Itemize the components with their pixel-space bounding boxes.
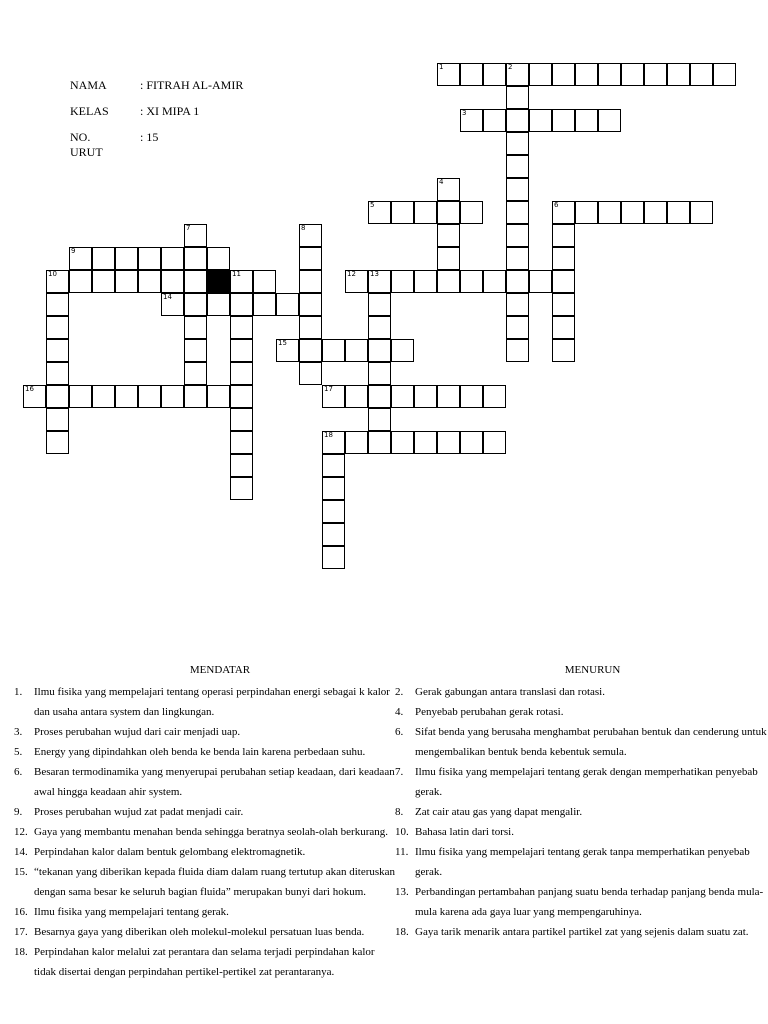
clue-number: 4. [395, 706, 404, 718]
clue-text: Ilmu fisika yang mempelajari tentang gerak. [34, 906, 229, 918]
clue-number: 7. [395, 766, 404, 778]
crossword-cell[interactable] [460, 201, 483, 224]
down-clue [395, 922, 768, 942]
crossword-cell[interactable] [345, 431, 368, 454]
cell-number: 14 [163, 293, 172, 301]
crossword-cell[interactable] [115, 270, 138, 293]
crossword-cell[interactable] [506, 86, 529, 109]
crossword-cell[interactable] [46, 362, 69, 385]
clue-text: Perpindahan kalor melalui zat perantara dan selama terjadi perpindahan kalor tidak disertai dengan perpindahan pertikel-pertikel zat perantaranya. [34, 946, 375, 978]
crossword-cell[interactable] [667, 201, 690, 224]
crossword-cell[interactable] [92, 270, 115, 293]
crossword-cell[interactable] [230, 339, 253, 362]
clue-number: 8. [395, 806, 404, 818]
crossword-cell[interactable] [184, 362, 207, 385]
crossword-cell[interactable] [299, 316, 322, 339]
crossword-cell[interactable] [506, 270, 529, 293]
crossword-cell[interactable] [575, 109, 598, 132]
crossword-cell[interactable] [506, 155, 529, 178]
cell-number: 5 [370, 201, 375, 209]
crossword-cell[interactable] [414, 201, 437, 224]
crossword-cell[interactable] [230, 431, 253, 454]
crossword-cell[interactable] [460, 109, 483, 132]
crossword-cell[interactable] [552, 247, 575, 270]
crossword-cell[interactable] [621, 63, 644, 86]
crossword-cell[interactable] [299, 224, 322, 247]
crossword-cell[interactable] [230, 385, 253, 408]
crossword-cell[interactable] [368, 385, 391, 408]
down-clue [395, 802, 768, 822]
urut-value: : 15 [140, 130, 159, 144]
crossword-cell[interactable] [230, 362, 253, 385]
crossword-cell[interactable] [552, 270, 575, 293]
crossword-cell[interactable] [184, 339, 207, 362]
clue-text: Proses perubahan wujud dari cair menjadi uap. [34, 726, 241, 738]
crossword-cell[interactable] [69, 270, 92, 293]
clue-number: 6. [395, 726, 404, 738]
clue-text: Gaya tarik menarik antara partikel partikel zat yang sejenis dalam suatu zat. [415, 926, 749, 938]
clue-number: 3. [14, 726, 23, 738]
kelas-label: KELAS [70, 104, 109, 118]
down-clue [395, 702, 768, 722]
across-clue [14, 722, 396, 742]
across-clue [14, 802, 396, 822]
clue-number: 6. [14, 766, 23, 778]
clue-text: Energy yang dipindahkan oleh benda ke benda lain karena perbedaan suhu. [34, 746, 366, 758]
clue-text: Besarnya gaya yang diberikan oleh molekul-molekul persatuan luas benda. [34, 926, 365, 938]
clue-text: Gaya yang membantu menahan benda sehingga beratnya seolah-olah berkurang. [34, 826, 389, 838]
crossword-cell[interactable] [552, 224, 575, 247]
crossword-cell[interactable] [184, 316, 207, 339]
crossword-cell[interactable] [506, 339, 529, 362]
crossword-cell[interactable] [391, 339, 414, 362]
cell-number: 17 [324, 385, 333, 393]
crossword-cell[interactable] [552, 63, 575, 86]
crossword-cell[interactable] [322, 431, 345, 454]
crossword-cell[interactable] [46, 316, 69, 339]
crossword-cell[interactable] [345, 270, 368, 293]
nama-label: NAMA [70, 78, 107, 92]
crossword-cell[interactable] [276, 293, 299, 316]
crossword-cell[interactable] [322, 385, 345, 408]
crossword-cell[interactable] [368, 339, 391, 362]
crossword-cell[interactable] [138, 247, 161, 270]
crossword-cell[interactable] [483, 385, 506, 408]
crossword-cell[interactable] [437, 201, 460, 224]
clue-text: Penyebab perubahan gerak rotasi. [415, 706, 564, 718]
clue-number: 18. [395, 926, 409, 938]
crossword-cell[interactable] [391, 385, 414, 408]
cell-number: 11 [232, 270, 241, 278]
crossword-cell[interactable] [322, 500, 345, 523]
crossword-cell[interactable] [644, 201, 667, 224]
crossword-cell[interactable] [460, 431, 483, 454]
crossword-cell[interactable] [598, 201, 621, 224]
clue-text: Ilmu fisika yang mempelajari tentang operasi perpindahan energi sebagai k kalor dan usaha antara system dan lingkungan. [34, 686, 390, 718]
crossword-cell[interactable] [391, 270, 414, 293]
crossword-cell[interactable] [506, 247, 529, 270]
crossword-cell[interactable] [138, 385, 161, 408]
crossword-cell[interactable] [575, 201, 598, 224]
crossword-cell[interactable] [506, 63, 529, 86]
crossword-cell[interactable] [437, 431, 460, 454]
across-clue [14, 822, 396, 842]
crossword-cell[interactable] [690, 201, 713, 224]
crossword-cell[interactable] [598, 109, 621, 132]
clue-text: “tekanan yang diberikan kepada fluida diam dalam ruang tertutup akan diteruskan dengan sama besar ke seluruh bagian fluida” merupakan bunyi dari hokum. [34, 866, 396, 898]
crossword-cell[interactable] [46, 385, 69, 408]
clue-text: Bahasa latin dari torsi. [415, 826, 514, 838]
crossword-cell[interactable] [46, 293, 69, 316]
across-clues [14, 660, 396, 982]
crossword-cell[interactable] [437, 385, 460, 408]
crossword-cell[interactable] [230, 293, 253, 316]
down-clue [395, 882, 768, 922]
clue-text: Proses perubahan wujud zat padat menjadi cair. [34, 806, 244, 818]
crossword-cell[interactable] [299, 247, 322, 270]
clue-number: 11. [395, 846, 409, 858]
crossword-cell[interactable] [552, 339, 575, 362]
crossword-cell[interactable] [184, 293, 207, 316]
down-list [395, 682, 768, 942]
clue-text: Ilmu fisika yang mempelajari tentang gerak tanpa memperhatikan penyebab gerak. [415, 846, 750, 878]
clue-text: Perbandingan pertambahan panjang suatu benda terhadap panjang benda mula-mula karena ada gaya luar yang mempengaruhinya. [415, 886, 764, 918]
crossword-cell[interactable] [506, 201, 529, 224]
cell-number: 8 [301, 224, 306, 232]
cell-number: 10 [48, 270, 57, 278]
cell-number: 1 [439, 63, 444, 71]
crossword-cell[interactable] [552, 201, 575, 224]
crossword-cell[interactable] [368, 431, 391, 454]
crossword-cell[interactable] [391, 431, 414, 454]
crossword-cell[interactable] [92, 385, 115, 408]
across-clue [14, 922, 396, 942]
clue-text: Sifat benda yang berusaha menghambat perubahan bentuk dan cenderung untuk mengembalikan bentuk benda kebentuk semula. [415, 726, 767, 758]
crossword-cell[interactable] [506, 109, 529, 132]
crossword-cell[interactable] [161, 270, 184, 293]
crossword-cell[interactable] [483, 270, 506, 293]
crossword-cell[interactable] [184, 385, 207, 408]
clue-text: Gerak gabungan antara translasi dan rotasi. [415, 686, 605, 698]
down-clue [395, 842, 768, 882]
crossword-cell[interactable] [92, 247, 115, 270]
crossword-cell[interactable] [713, 63, 736, 86]
across-clue [14, 942, 396, 982]
clue-text: Perpindahan kalor dalam bentuk gelombang elektromagnetik. [34, 846, 306, 858]
crossword-cell[interactable] [483, 431, 506, 454]
crossword-cell[interactable] [414, 431, 437, 454]
crossword-cell[interactable] [322, 339, 345, 362]
down-clue [395, 822, 768, 842]
crossword-cell[interactable] [322, 523, 345, 546]
clue-number: 14. [14, 846, 28, 858]
crossword-cell[interactable] [529, 109, 552, 132]
clue-text: Zat cair atau gas yang dapat mengalir. [415, 806, 583, 818]
cell-number: 9 [71, 247, 76, 255]
crossword-cell[interactable] [230, 316, 253, 339]
crossword-cell[interactable] [299, 293, 322, 316]
crossword-cell[interactable] [437, 224, 460, 247]
cell-number: 6 [554, 201, 559, 209]
crossword-cell[interactable] [46, 270, 69, 293]
crossword-cell[interactable] [253, 293, 276, 316]
crossword-cell[interactable] [299, 339, 322, 362]
crossword-cell[interactable] [138, 270, 161, 293]
clue-number: 2. [395, 686, 404, 698]
crossword-cell[interactable] [69, 385, 92, 408]
cell-number: 2 [508, 63, 513, 71]
clue-number: 15. [14, 866, 28, 878]
across-title: MENDATAR [189, 664, 251, 676]
crossword-cell[interactable] [644, 63, 667, 86]
cell-number: 15 [278, 339, 287, 347]
clue-number: 17. [14, 926, 28, 938]
clue-number: 12. [14, 826, 28, 838]
crossword-cell[interactable] [46, 431, 69, 454]
across-clue [14, 902, 396, 922]
crossword-cell[interactable] [437, 63, 460, 86]
crossword-cell[interactable] [184, 224, 207, 247]
crossword-cell[interactable] [529, 63, 552, 86]
crossword-cell[interactable] [667, 63, 690, 86]
crossword-cell[interactable] [437, 247, 460, 270]
crossword-cell[interactable] [552, 293, 575, 316]
cell-number: 12 [347, 270, 356, 278]
crossword-cell[interactable] [529, 270, 552, 293]
crossword-cell[interactable] [161, 293, 184, 316]
crossword-cell[interactable] [184, 247, 207, 270]
clue-number: 10. [395, 826, 409, 838]
crossword-cell[interactable] [207, 293, 230, 316]
crossword-black-cell [207, 270, 230, 293]
crossword-cell[interactable] [437, 270, 460, 293]
crossword-cell[interactable] [460, 270, 483, 293]
cell-number: 18 [324, 431, 333, 439]
clue-number: 1. [14, 686, 23, 698]
crossword-cell[interactable] [276, 339, 299, 362]
crossword-cell[interactable] [230, 477, 253, 500]
crossword-cell[interactable] [299, 362, 322, 385]
crossword-cell[interactable] [575, 63, 598, 86]
down-clues [395, 660, 768, 942]
crossword-cell[interactable] [506, 293, 529, 316]
clue-text: Besaran termodinamika yang menyerupai perubahan setiap keadaan, dari keadaan awal hingga keadaan ahir system. [34, 766, 395, 798]
crossword-cell[interactable] [368, 201, 391, 224]
crossword-cell[interactable] [46, 408, 69, 431]
urut-label: NO. URUT [70, 130, 103, 159]
crossword-cell[interactable] [506, 224, 529, 247]
crossword-cell[interactable] [483, 109, 506, 132]
crossword-cell[interactable] [230, 270, 253, 293]
crossword-cell[interactable] [345, 385, 368, 408]
crossword-cell[interactable] [161, 247, 184, 270]
nama-value: : FITRAH AL-AMIR [140, 78, 244, 92]
crossword-cell[interactable] [230, 408, 253, 431]
crossword-cell[interactable] [506, 178, 529, 201]
crossword-cell[interactable] [46, 339, 69, 362]
crossword-cell[interactable] [207, 385, 230, 408]
crossword-cell[interactable] [115, 385, 138, 408]
crossword-cell[interactable] [506, 316, 529, 339]
crossword-cell[interactable] [414, 385, 437, 408]
crossword-cell[interactable] [299, 270, 322, 293]
clue-number: 13. [395, 886, 409, 898]
kelas-value: : XI MIPA 1 [140, 104, 200, 118]
crossword-cell[interactable] [207, 247, 230, 270]
crossword-cell[interactable] [483, 63, 506, 86]
down-clue [395, 682, 768, 702]
cell-number: 3 [462, 109, 467, 117]
crossword-cell[interactable] [230, 454, 253, 477]
clue-number: 5. [14, 746, 23, 758]
crossword-cell[interactable] [322, 477, 345, 500]
crossword-cell[interactable] [391, 201, 414, 224]
crossword-cell[interactable] [69, 247, 92, 270]
crossword-cell[interactable] [253, 270, 276, 293]
cell-number: 16 [25, 385, 34, 393]
crossword-cell[interactable] [345, 339, 368, 362]
cell-number: 4 [439, 178, 444, 186]
clue-number: 16. [14, 906, 28, 918]
across-clue [14, 762, 396, 802]
crossword-cell[interactable] [184, 270, 207, 293]
across-list [14, 682, 396, 982]
down-title: MENURUN [564, 664, 621, 676]
crossword-cell[interactable] [368, 293, 391, 316]
clue-number: 18. [14, 946, 28, 958]
cell-number: 13 [370, 270, 379, 278]
crossword-cell[interactable] [437, 178, 460, 201]
across-clue [14, 842, 396, 862]
crossword-cell[interactable] [552, 316, 575, 339]
crossword-cell[interactable] [161, 385, 184, 408]
crossword-cell[interactable] [115, 247, 138, 270]
across-clue [14, 742, 396, 762]
crossword-cell[interactable] [690, 63, 713, 86]
crossword-cell[interactable] [621, 201, 644, 224]
crossword-cell[interactable] [506, 132, 529, 155]
crossword-cell[interactable] [414, 270, 437, 293]
clue-text: Ilmu fisika yang mempelajari tentang gerak dengan memperhatikan penyebab gerak. [415, 766, 758, 798]
crossword-cell[interactable] [23, 385, 46, 408]
crossword-cell[interactable] [552, 109, 575, 132]
crossword-cell[interactable] [460, 385, 483, 408]
across-clue [14, 862, 396, 902]
crossword-cell[interactable] [322, 454, 345, 477]
cell-number: 7 [186, 224, 191, 232]
crossword-cell[interactable] [322, 546, 345, 569]
crossword-cell[interactable] [368, 408, 391, 431]
across-clue [14, 682, 396, 722]
crossword-cell[interactable] [368, 316, 391, 339]
clue-number: 9. [14, 806, 23, 818]
crossword-cell[interactable] [460, 63, 483, 86]
crossword-cell[interactable] [598, 63, 621, 86]
crossword-cell[interactable] [368, 270, 391, 293]
down-clue [395, 762, 768, 802]
crossword-cell[interactable] [368, 362, 391, 385]
down-clue [395, 722, 768, 762]
